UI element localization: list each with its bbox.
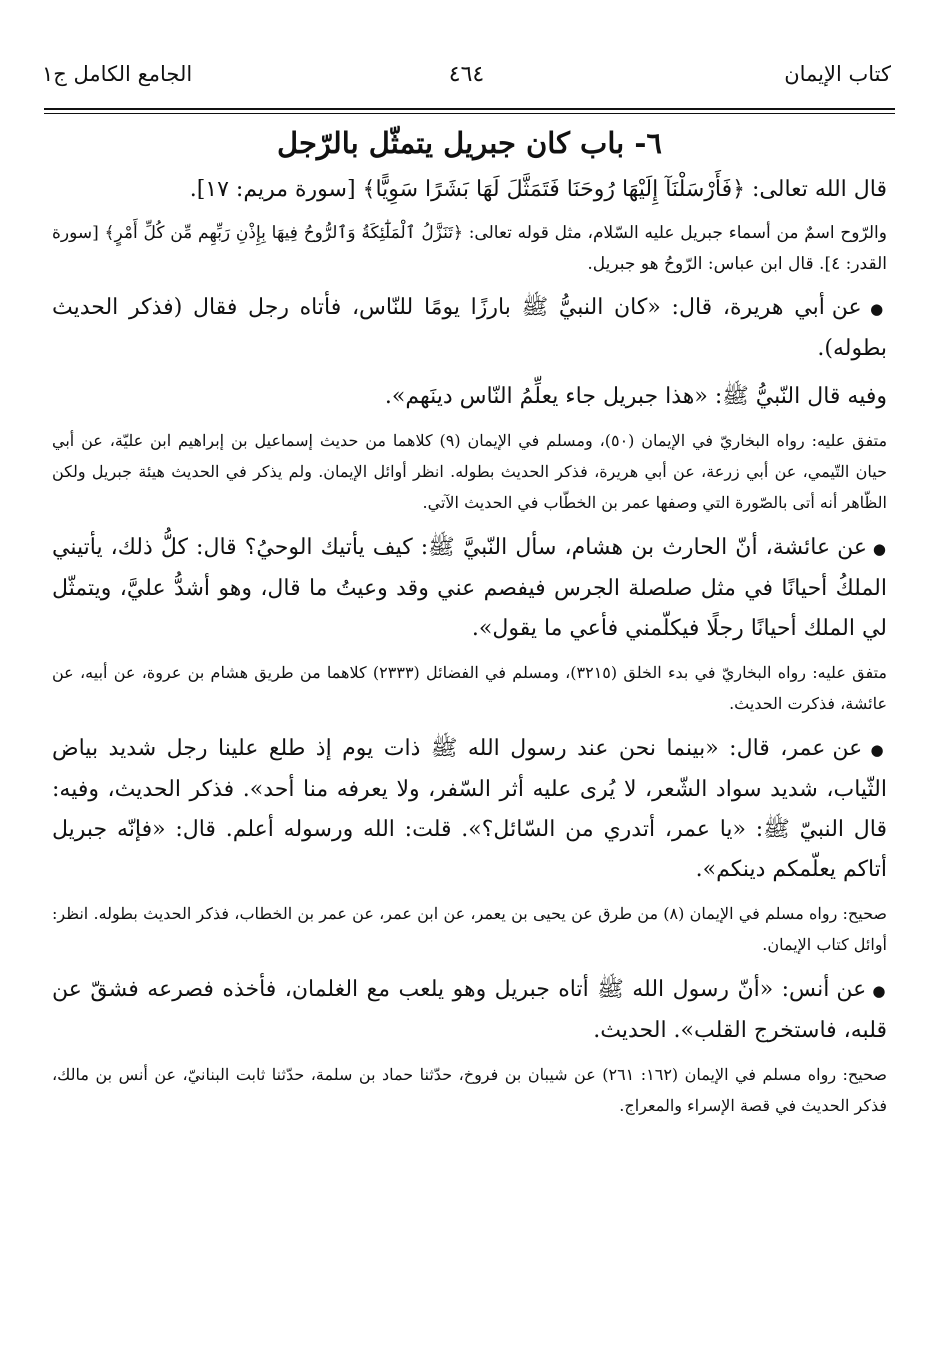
takhrij-note: متفق عليه: رواه البخاريّ في بدء الخلق (٣٢١٥)، ومسلم في الفضائل (٢٣٣٣) كلاهما من طريق هشام بن عروة، عن أبيه، عن عائشة، فذكرت الحديث. — [52, 663, 887, 713]
hadith-anas: ● عن أنس: «أنّ رسول الله ﷺ أتاه جبريل وهو يلعب مع الغلمان، فأخذه فصرعه فشقّ عن قلبه، فاستخرج القلب». الحديث. — [52, 970, 887, 1051]
explanation-paragraph: والرّوح اسمٌ من أسماء جبريل عليه السّلام، مثل قوله تعالى: ﴿تَنَزَّلُ ٱلْمَلَٰٓئِكَةُ وَٱلرُّوحُ فِيهَا بِإِذْنِ رَبِّهِم مِّن كُلِّ أَمْرٍ﴾ [سورة القدر: ٤]. قال ابن عباس: الرّوحُ هو جبريل. — [52, 223, 887, 274]
takhrij-note: متفق عليه: رواه البخاريّ في الإيمان (٥٠)، ومسلم في الإيمان (٩) كلاهما من حديث إسماعيل بن إبراهيم ابن عليّة، عن أبي حيان التّيمي، عن أبي زرعة، عن أبي هريرة، فذكر الحديث بطوله. انظر أوائل الإيمان. ولم يذكر في الحديث هيئة جبريل ولكن الظّاهر أنه أتى بالصّورة التي وصفها عمر بن الخطّاب في الحديث الآتي. — [52, 431, 888, 512]
hadith-aisha: ● عن عائشة، أنّ الحارث بن هشام، سأل النّبيَّ ﷺ: كيف يأتيك الوحيُ؟ قال: كلُّ ذلك، يأتيني الملكُ أحيانًا في مثل صلصلة الجرس فيفصم عني وقد وعيتُ ما قال، وهو أشدُّ عليَّ، ويتمثّل لي الملك أحيانًا رجلًا فيكلّمني فأعي ما يقول». — [52, 528, 887, 649]
quran-verse-paragraph: قال الله تعالى: ﴿فَأَرْسَلْنَآ إِلَيْهَا رُوحَنَا فَتَمَثَّلَ لَهَا بَشَرًا سَوِيًّا﴾ [سورة مريم: ١٧]. — [189, 177, 887, 202]
takhrij-note: صحيح: رواه مسلم في الإيمان (٨) من طرق عن يحيى بن يعمر، عن ابن عمر، عن عمر بن الخطاب، فذكر الحديث بطوله. انظر: أوائل كتاب الإيمان. — [52, 904, 887, 954]
header-book-title: كتاب الإيمان — [784, 62, 891, 86]
header-rule-thin — [44, 113, 895, 114]
page-number: ٤٦٤ — [448, 62, 485, 87]
hadith-umar: ● عن عمر، قال: «بينما نحن عند رسول الله ﷺ ذات يوم إذ طلع علينا رجل شديد بياض الثّياب، شديد سواد الشّعر، لا يُرى عليه أثر السّفر، ولا يعرفه منا أحد». فذكر الحديث، وفيه: قال النبيّ ﷺ: «يا عمر، أتدري من السّائل؟». قلت: الله ورسوله أعلم. قال: «فإنّه جبريل أتاكم يعلّمكم دينكم». — [52, 729, 887, 890]
hadith-continuation: وفيه قال النّبيُّ ﷺ: «هذا جبريل جاء يعلِّمُ النّاس دينَهم». — [384, 384, 887, 409]
takhrij-note: صحيح: رواه مسلم في الإيمان (١٦٢: ٢٦١) عن شيبان بن فروخ، حدّثنا حماد بن سلمة، حدّثنا ثابت البنانيّ، عن أنس بن مالك، فذكر الحديث في قصة الإسراء والمعراج. — [52, 1065, 887, 1115]
page-content — [52, 126, 887, 1131]
page-header — [42, 58, 891, 98]
chapter-title: ٦- باب كان جبريل يتمثّل بالرّجل — [277, 126, 662, 160]
hadith-abu-hurayra: ● عن أبي هريرة، قال: «كان النبيُّ ﷺ بارزًا يومًا للنّاس، فأتاه رجل فقال (فذكر الحديث بطوله). — [52, 288, 887, 369]
header-volume-title: الجامع الكامل ج١ — [42, 62, 193, 86]
header-rule — [44, 108, 895, 110]
